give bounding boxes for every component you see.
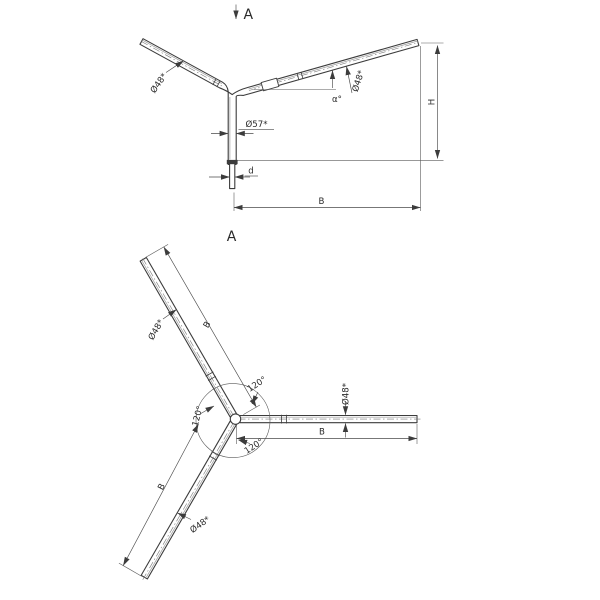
plan-right-arm-diameter-label: Ø48*	[341, 383, 352, 405]
right-arm-diameter-label: Ø48*	[350, 69, 368, 94]
pole-joint-band	[227, 160, 238, 164]
plan-lower-arm-diameter-label: Ø48*	[188, 514, 213, 536]
right-arm-sleeve	[261, 78, 279, 91]
bracket-body	[140, 39, 419, 189]
tilt-angle-label: α°	[332, 95, 342, 105]
extension-line	[243, 405, 260, 415]
view-label: A	[243, 7, 254, 23]
plan-right-arm-diameter	[341, 382, 352, 437]
plan-right-arm-length-label: B	[319, 427, 325, 438]
view-direction-indicator	[236, 5, 254, 24]
hub-circle	[230, 414, 240, 424]
height-label: H	[427, 98, 438, 106]
plan-upper-arm-diameter-label: Ø48*	[146, 318, 167, 343]
leader-arrow-icon	[252, 392, 258, 404]
reach-label: B	[318, 197, 325, 207]
bracket-outline	[140, 39, 419, 189]
pole-diameter-label: Ø57*	[245, 120, 268, 130]
plan-upper-arm-length-label: B	[201, 320, 214, 331]
plan-upper-arm-length	[146, 244, 260, 414]
extension-line	[146, 244, 169, 257]
plan-view-title: A	[226, 229, 237, 245]
spigot-diameter-label: d	[248, 166, 254, 177]
extension-line	[119, 563, 141, 576]
plan-right-arm	[239, 415, 421, 424]
pole-diameter-dimension	[211, 119, 274, 134]
angle-lower-label: 120°	[242, 436, 266, 457]
plan-view	[119, 229, 421, 582]
plan-lower-arm-length-label: B	[156, 482, 168, 492]
left-arm-diameter-callout	[148, 61, 183, 96]
leader-arrow-icon	[239, 440, 251, 444]
right-arm-diameter-callout	[347, 67, 368, 94]
angle-left-label: 120°	[190, 404, 206, 428]
plan-bracket-body	[138, 254, 421, 582]
side-elevation-view	[140, 5, 444, 212]
angle-upper-label: 120°	[245, 374, 269, 395]
left-arm-diameter-label: Ø48*	[148, 71, 170, 96]
left-arm-centerline	[142, 42, 223, 87]
